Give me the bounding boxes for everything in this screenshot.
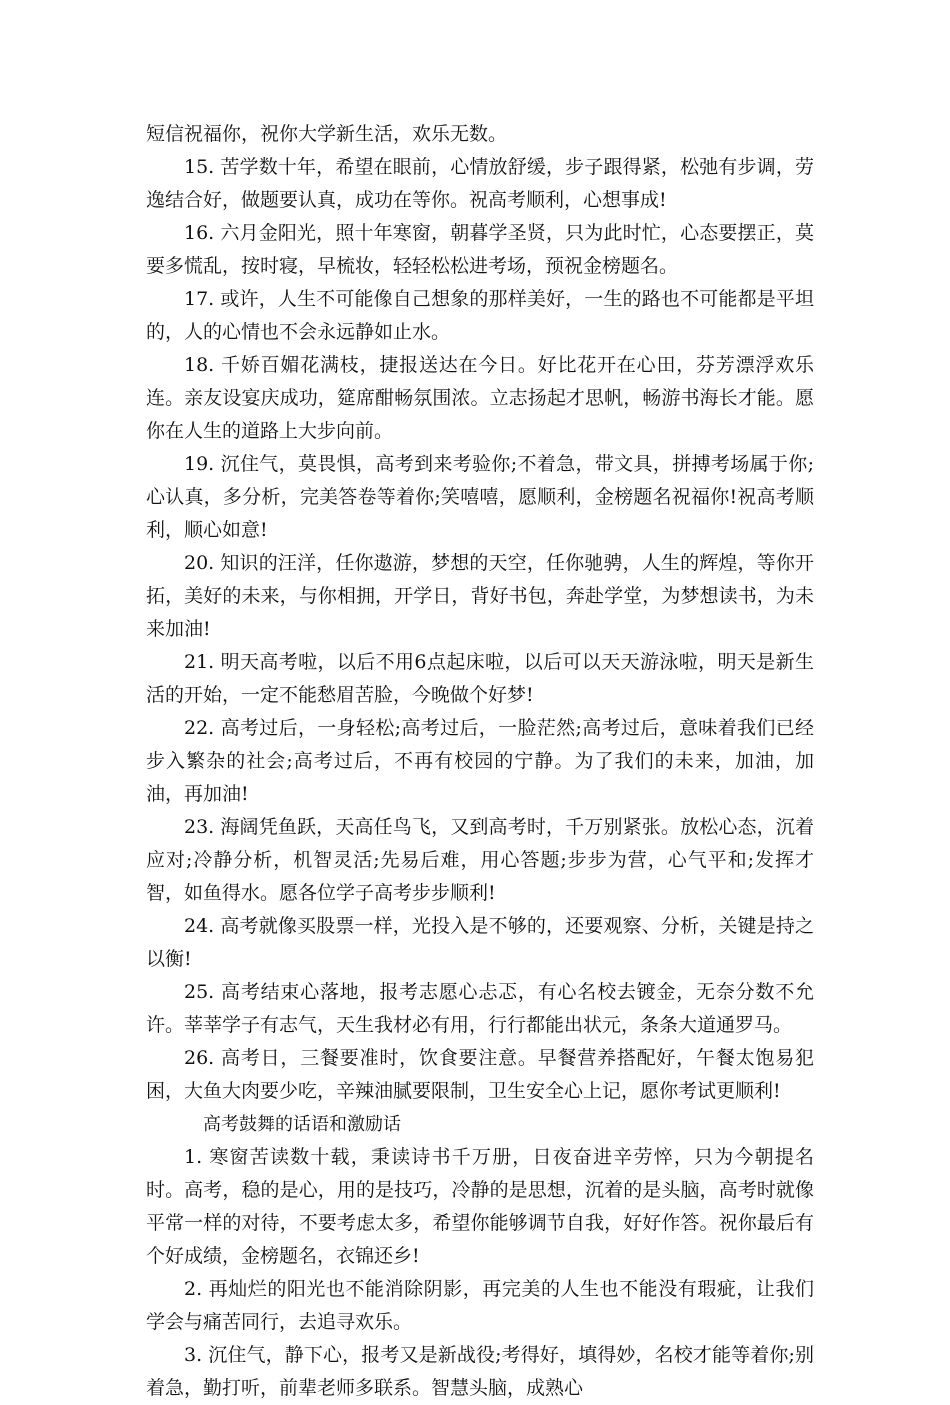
paragraph-22: 22. 高考过后，一身轻松;高考过后，一脸茫然;高考过后，意味着我们已经步入繁杂的社会;高考过后，不再有校园的宁静。为了我们的未来，加油，加油，再加油! [146,717,814,805]
paragraph-23: 23. 海阔凭鱼跃，天高任鸟飞，又到高考时，千万别紧张。放松心态，沉着应对;冷静分析，机智灵活;先易后难，用心答题;步步为营，心气平和;发挥才智，如鱼得水。愿各位学子高考步步顺利! [146,816,814,904]
paragraph-19: 19. 沉住气，莫畏惧，高考到来考验你;不着急，带文具，拼搏考场属于你;心认真，多分析，完美答卷等着你;笑嘻嘻，愿顺利，金榜题名祝福你!祝高考顺利，顺心如意! [146,453,814,541]
paragraph-24: 24. 高考就像买股票一样，光投入是不够的，还要观察、分析，关键是持之以衡! [146,915,814,970]
paragraph-b2: 2. 再灿烂的阳光也不能消除阴影，再完美的人生也不能没有瑕疵，让我们学会与痛苦同行，去追寻欢乐。 [146,1278,814,1333]
paragraph-16: 16. 六月金阳光，照十年寒窗，朝暮学圣贤，只为此时忙，心态要摆正，莫要多慌乱，按时寝，早梳妆，轻轻松松进考场，预祝金榜题名。 [146,222,814,277]
paragraph-17: 17. 或许，人生不可能像自己想象的那样美好，一生的路也不可能都是平坦的，人的心情也不会永远静如止水。 [146,288,814,343]
paragraph-21: 21. 明天高考啦，以后不用6点起床啦，以后可以天天游泳啦，明天是新生活的开始，一定不能愁眉苦脸，今晚做个好梦! [146,651,814,706]
paragraph-25: 25. 高考结束心落地，报考志愿心忐忑，有心名校去镀金，无奈分数不允许。莘莘学子有志气，天生我材必有用，行行都能出状元，条条大道通罗马。 [146,981,814,1036]
paragraph-continuation: 短信祝福你，祝你大学新生活，欢乐无数。 [146,123,508,145]
section-heading: 高考鼓舞的话语和激励话 [203,1114,401,1135]
paragraph-20: 20. 知识的汪洋，任你遨游，梦想的天空，任你驰骋，人生的辉煌，等你开拓，美好的未来，与你相拥，开学日，背好书包，奔赴学堂，为梦想读书，为未来加油! [146,552,814,640]
paragraph-26: 26. 高考日，三餐要准时，饮食要注意。早餐营养搭配好，午餐太饱易犯困，大鱼大肉要少吃，辛辣油腻要限制，卫生安全心上记，愿你考试更顺利! [146,1047,814,1102]
document-page [146,118,814,1405]
paragraph-15: 15. 苦学数十年，希望在眼前，心情放舒缓，步子跟得紧，松弛有步调，劳逸结合好，做题要认真，成功在等你。祝高考顺利，心想事成! [146,156,814,211]
paragraph-b3: 3. 沉住气，静下心，报考又是新战役;考得好，填得妙，名校才能等着你;别着急，勤打听，前辈老师多联系。智慧头脑，成熟心 [146,1344,814,1399]
paragraph-b1: 1. 寒窗苦读数十载，秉读诗书千万册，日夜奋进辛劳悴，只为今朝提名时。高考，稳的是心，用的是技巧，冷静的是思想，沉着的是头脑，高考时就像平常一样的对待，不要考虑太多，希望你能够调节自我，好好作答。祝你最后有个好成绩，金榜题名，衣锦还乡! [146,1146,814,1267]
paragraph-18: 18. 千娇百媚花满枝，捷报送达在今日。好比花开在心田，芬芳漂浮欢乐连。亲友设宴庆成功，筵席酣畅氛围浓。立志扬起才思帆，畅游书海长才能。愿你在人生的道路上大步向前。 [146,354,814,442]
